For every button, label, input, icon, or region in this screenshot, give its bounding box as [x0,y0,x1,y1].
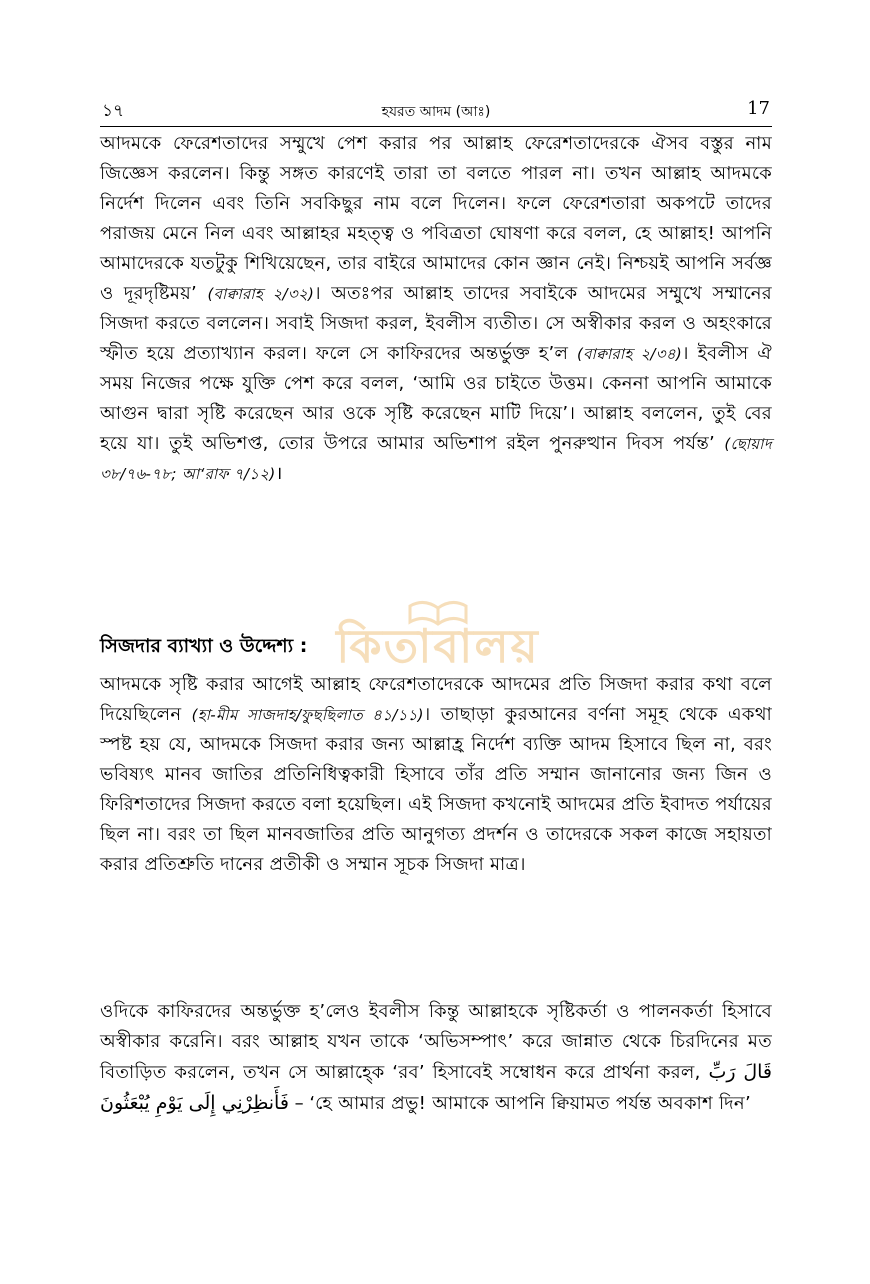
paragraph-text: । তাছাড়া কুরআনের বর্ণনা সমূহ থেকে একথা স্পষ্ট হয় যে, আদমকে সিজদা করার জন্য আল্লাহ্র নির্দেশ ব্যক্তি আদম হিসাবে ছিল না, বরং ভবিষ্যৎ মানব জাতির প্রতিনিধিত্বকারী হিসাবে তাঁর প্রতি সম্মান জানানোর জন্য জিন ও ফিরিশতাদের সিজদা করতে বলা হয়েছিল। এই সিজদা কখনোই আদমের প্রতি ইবাদত পর্যায়ের ছিল না। বরং তা ছিল মানবজাতির প্রতি আনুগত্য প্রদর্শন ও তাদেরকে সকল কাজে সহায়তা করার প্রতিশ্রুতি দানের প্রতীকী ও সম্মান সূচক সিজদা মাত্র। [100,704,772,875]
quran-reference: (হা-মীম সাজদাহ/ফুছছিলাত ৪১/১১) [191,706,424,724]
chapter-title: হযরত আদম (আঃ) [381,104,491,120]
page-number-bengali: ১৭ [102,101,125,121]
paragraph-text: আদমকে সৃষ্টি করার আগেই আল্লাহ ফেরেশতাদেরকে আদমের প্রতি সিজদা করার কথা বলে দিয়েছিলেন [100,674,772,725]
paragraph-sajdah-explanation [100,670,772,880]
paragraph-text: আদমকে ফেরেশতাদের সম্মুখে পেশ করার পর আল্লাহ ফেরেশতাদেরকে ঐসব বস্তুর নাম জিজ্ঞেস করলেন। কিন্তু সঙ্গত কারণেই তারা তা বলতে পারল না। তখন আল্লাহ আদমকে নির্দেশ দিলেন এবং তিনি সবকিছুর নাম বলে দিলেন। ফলে ফেরেশতারা অকপটে তাদের পরাজয় মেনে নিল এবং আল্লাহর মহত্ত্ব ও পবিত্রতা ঘোষণা করে বলল, হে আল্লাহ! আপনি আমাদেরকে যতটুকু শিখিয়েছেন, তার বাইরে আমাদের কোন জ্ঞান নেই। নিশ্চয়ই আপনি সর্বজ্ঞ ও দূরদৃষ্টিময়’ [100,133,772,304]
watermark-text: কিতাবালয় [336,619,540,673]
paragraph-text: ওদিকে কাফিরদের অন্তর্ভুক্ত হ’লেও ইবলীস কিন্তু আল্লাহকে সৃষ্টিকর্তা ও পালনকর্তা হিসাবে অস্বীকার করেনি। বরং আল্লাহ যখন তাকে ‘অভিসম্পাৎ’ করে জান্নাত থেকে চিরদিনের মত বিতাড়িত করলেন, তখন সে আল্লাহ্কে ‘রব’ হিসাবেই সম্বোধন করে প্রার্থনা করল, [100,1001,772,1083]
paragraph-text: । ইবলীস ঐ সময় নিজের পক্ষে যুক্তি পেশ করে বলল, ‘আমি ওর চাইতে উত্তম। কেননা আপনি আমাকে আগুন দ্বারা সৃষ্টি করেছেন আর ওকে সৃষ্টি করেছেন মাটি দিয়ে’। আল্লাহ বললেন, তুই বের হয়ে যা। তুই অভিশপ্ত, তোর উপরে আমার অভিশাপ রইল পুনরুত্থান দিবস পর্যন্ত’ [100,343,772,454]
running-header [100,96,772,127]
quran-reference: (ছোয়াদ ৩৮/৭৬-৭৮; আ‘রাফ ৭/১২) [100,435,772,483]
paragraph-iblis-prayer [100,997,772,1119]
paragraph-text: – ‘হে আমার প্রভু! আমাকে আপনি ক্বিয়ামত পর্যন্ত অবকাশ দিন’ [294,1093,751,1114]
quran-reference: (বাক্বারাহ ২/৩৪) [576,345,683,363]
arabic-verse: قَالَ رَبِّ فَأَنظِرْنِي إِلَى يَوْمِ يُبْعَثُونَ [100,1061,772,1114]
paragraph-text: । [275,463,283,484]
page-number-latin: 17 [747,98,770,119]
section-heading: সিজদার ব্যাখ্যা ও উদ্দেশ্য : [100,635,308,657]
paragraph-adam-and-angels [100,129,772,489]
paragraph-text: । অতঃপর আল্লাহ তাদের সবাইকে আদমের সম্মুখে সম্মানের সিজদা করতে বললেন। সবাই সিজদা করল, ইবলীস ব্যতীত। সে অস্বীকার করল ও অহংকারে স্ফীত হয়ে প্রত্যাখ্যান করল। ফলে সে কাফিরদের অন্তর্ভুক্ত হ’ল [100,283,772,364]
quran-reference: (বাক্বারাহ ২/৩২) [207,285,315,303]
